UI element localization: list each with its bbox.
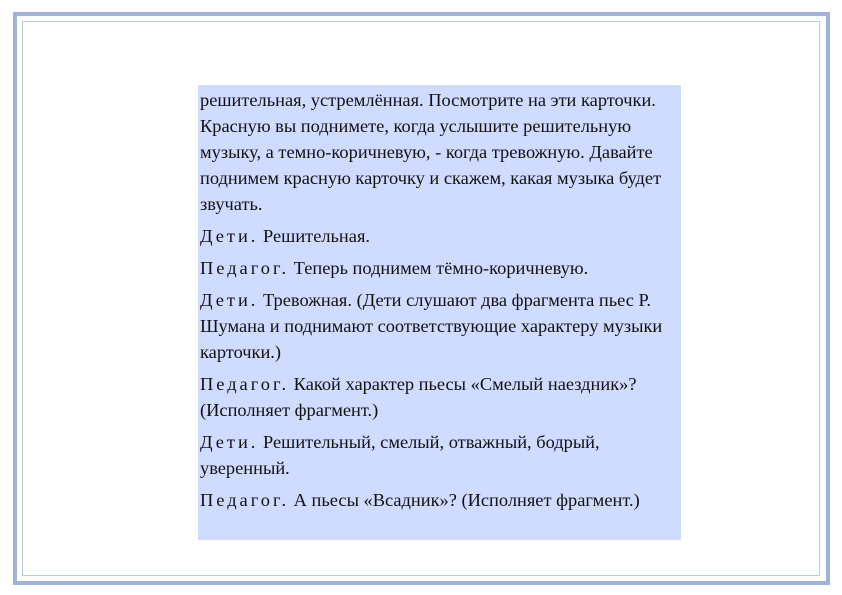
paragraph-text: Решительный, смелый, отважный, бодрый, уверенный. — [200, 432, 600, 478]
paragraph-text: Решительная. — [258, 226, 370, 246]
paragraph-text: Тревожная. (Дети слушают два фрагмента пьес Р. Шумана и поднимают соответствующие характеру музыки карточки.) — [200, 290, 663, 362]
speaker-label: Педагог. — [200, 490, 290, 510]
dialogue-text-box — [198, 85, 681, 540]
paragraph-children-1 — [200, 223, 675, 249]
speaker-label: Дети. — [200, 432, 259, 452]
paragraph-teacher-3 — [200, 487, 675, 513]
speaker-label: Дети. — [200, 290, 259, 310]
paragraph-text: Какой характер пьесы «Смелый наездник»? (Исполняет фрагмент.) — [200, 374, 637, 420]
paragraph-text: А пьесы «Всадник»? (Исполняет фрагмент.) — [289, 490, 640, 510]
speaker-label: Педагог. — [200, 258, 290, 278]
paragraph-text: решительная, устремлённая. Посмотрите на эти карточки. Красную вы поднимете, когда услышите решительную музыку, а темно-коричневую, - когда тревожную. Давайте поднимем красную карточку и скажем, какая музыка будет звучать. — [200, 90, 662, 214]
speaker-label: Педагог. — [200, 374, 290, 394]
paragraph-teacher-1 — [200, 255, 675, 281]
paragraph-text: Теперь поднимем тёмно-коричневую. — [289, 258, 589, 278]
paragraph-teacher-2 — [200, 371, 675, 423]
paragraph-children-3 — [200, 429, 675, 481]
paragraph-children-2 — [200, 287, 675, 365]
paragraph-intro — [200, 87, 675, 217]
speaker-label: Дети. — [200, 226, 259, 246]
